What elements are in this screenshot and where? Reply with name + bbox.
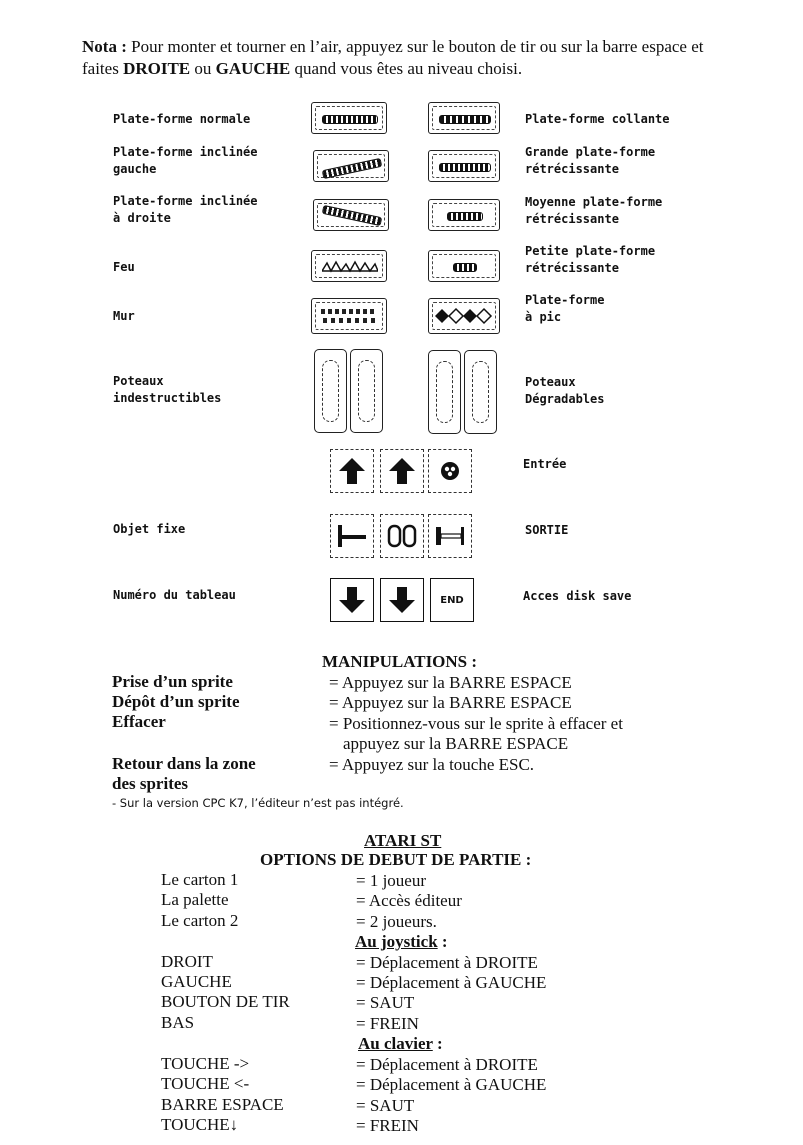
- option-key-1: La palette: [161, 890, 229, 909]
- joy-key-0: DROIT: [161, 952, 213, 971]
- kbd-key-0: TOUCHE ->: [161, 1054, 250, 1073]
- clavier-title: Au clavier: [358, 1034, 433, 1053]
- option-key-2: Le carton 2: [161, 911, 239, 930]
- spike-icon: [435, 307, 493, 325]
- entry-tile-2: [380, 449, 424, 493]
- degradable-post-1: [428, 350, 461, 434]
- legend-left-board-number: Numéro du tableau: [113, 588, 236, 602]
- joystick-title: Au joystick: [355, 932, 438, 951]
- joystick-heading: [355, 932, 448, 953]
- manipulations-title: MANIPULATIONS :: [322, 652, 478, 671]
- legend-left-normal: Plate-forme normale: [113, 112, 251, 126]
- down-arrow-icon: [387, 585, 417, 615]
- nota-ou: ou: [190, 59, 216, 78]
- indestructible-post-1: [314, 349, 347, 433]
- end-label: END: [440, 594, 464, 606]
- barrier-icon: [433, 521, 467, 551]
- nota-paragraph: [82, 36, 742, 80]
- manip-key-4: Retour dans la zone: [112, 754, 256, 773]
- up-arrow-icon: [387, 456, 417, 486]
- legend-right-entry: Entrée: [523, 457, 567, 471]
- manip-val-2: = Positionnez-vous sur le sprite à effacer et: [329, 714, 623, 733]
- fire-sprite: [311, 250, 387, 282]
- manip-val-3: appuyez sur la BARRE ESPACE: [343, 734, 569, 753]
- kbd-key-2: BARRE ESPACE: [161, 1095, 284, 1114]
- legend-right-small-shrinking: Petite plate-forme rétrécissante: [525, 244, 656, 275]
- option-val-2: = 2 joueurs.: [356, 912, 437, 931]
- manip-key-2: Effacer: [112, 712, 166, 731]
- nota-text-1: Pour monter et tourner en l’air, appuyez sur le bouton de tir ou sur la barre espace et faites: [82, 37, 704, 78]
- legend-right-exit: SORTIE: [525, 523, 569, 537]
- kbd-val-1: = Déplacement à GAUCHE: [356, 1075, 547, 1094]
- joy-key-1: GAUCHE: [161, 972, 232, 991]
- legend-right-medium-shrinking: Moyenne plate-forme rétrécissante: [525, 195, 663, 226]
- sticky-platform-sprite: [428, 102, 500, 134]
- legend-right-large-shrinking: Grande plate-forme rétrécissante: [525, 145, 656, 176]
- small-shrinking-platform-sprite: [428, 250, 500, 282]
- nota-text-2: quand vous êtes au niveau choisi.: [290, 59, 523, 78]
- joy-key-3: BAS: [161, 1013, 195, 1032]
- degradable-post-2: [464, 350, 497, 434]
- wall-sprite: [311, 298, 387, 334]
- option-val-1: = Accès éditeur: [356, 891, 462, 910]
- nota-droite: DROITE: [123, 59, 191, 78]
- manip-key-5: des sprites: [112, 774, 189, 793]
- medium-shrinking-platform-sprite: [428, 199, 500, 231]
- spike-platform-sprite: [428, 298, 500, 334]
- joy-val-0: = Déplacement à DROITE: [356, 953, 538, 972]
- nota-gauche: GAUCHE: [215, 59, 291, 78]
- cpc-note: - Sur la version CPC K7, l’éditeur n’est pas intégré.: [112, 796, 404, 810]
- legend-left-posts-indestructible: Poteaux indestructibles: [113, 374, 222, 405]
- end-tile: [430, 578, 474, 622]
- entry-tile-3: [428, 449, 472, 493]
- normal-platform-sprite: [311, 102, 387, 134]
- exit-icon: [335, 521, 369, 551]
- kbd-key-1: TOUCHE <-: [161, 1074, 250, 1093]
- legend-right-posts-degradable: Poteaux Dégradables: [525, 375, 605, 406]
- joystick-colon: :: [437, 932, 448, 951]
- clavier-heading: [358, 1034, 443, 1055]
- kbd-val-2: = SAUT: [356, 1096, 415, 1115]
- legend-right-spike: Plate-forme à pic: [525, 293, 605, 324]
- atari-title: ATARI ST: [364, 831, 442, 850]
- inclined-right-platform-sprite: [313, 199, 389, 231]
- fire-icon: [322, 259, 378, 273]
- joy-key-2: BOUTON DE TIR: [161, 992, 290, 1011]
- entry-tile-1: [330, 449, 374, 493]
- legend-left-wall: Mur: [113, 309, 135, 323]
- bomb-icon: [438, 459, 462, 483]
- manip-key-0: Prise d’un sprite: [112, 672, 233, 691]
- manip-val-0: = Appuyez sur la BARRE ESPACE: [329, 673, 572, 692]
- inclined-left-platform-sprite: [313, 150, 389, 182]
- exit-tile-3: [428, 514, 472, 558]
- kbd-val-3: = FREIN: [356, 1116, 419, 1135]
- board-tile-1: [330, 578, 374, 622]
- option-val-0: = 1 joueur: [356, 871, 427, 890]
- atari-subtitle: OPTIONS DE DEBUT DE PARTIE :: [260, 850, 532, 869]
- legend-right-disk-save: Acces disk save: [523, 589, 632, 603]
- nota-label: Nota :: [82, 37, 127, 56]
- door-icon: [385, 521, 419, 551]
- exit-tile-1: [330, 514, 374, 558]
- large-shrinking-platform-sprite: [428, 150, 500, 182]
- legend-left-inclined-right: Plate-forme inclinée à droite: [113, 194, 258, 225]
- legend-left-inclined-left: Plate-forme inclinée gauche: [113, 145, 258, 176]
- clavier-colon: :: [432, 1034, 443, 1053]
- joy-val-3: = FREIN: [356, 1014, 419, 1033]
- down-arrow-icon: [337, 585, 367, 615]
- legend-left-fixed-object: Objet fixe: [113, 522, 186, 536]
- option-key-0: Le carton 1: [161, 870, 239, 889]
- manip-val-4: = Appuyez sur la touche ESC.: [329, 755, 535, 774]
- indestructible-post-2: [350, 349, 383, 433]
- manip-key-1: Dépôt d’un sprite: [112, 692, 240, 711]
- kbd-key-3: TOUCHE↓: [161, 1115, 239, 1134]
- joy-val-2: = SAUT: [356, 993, 415, 1012]
- board-tile-2: [380, 578, 424, 622]
- joy-val-1: = Déplacement à GAUCHE: [356, 973, 547, 992]
- exit-tile-2: [380, 514, 424, 558]
- legend-left-fire: Feu: [113, 260, 135, 274]
- kbd-val-0: = Déplacement à DROITE: [356, 1055, 538, 1074]
- legend-right-sticky: Plate-forme collante: [525, 112, 670, 126]
- up-arrow-icon: [337, 456, 367, 486]
- manip-val-1: = Appuyez sur la BARRE ESPACE: [329, 693, 572, 712]
